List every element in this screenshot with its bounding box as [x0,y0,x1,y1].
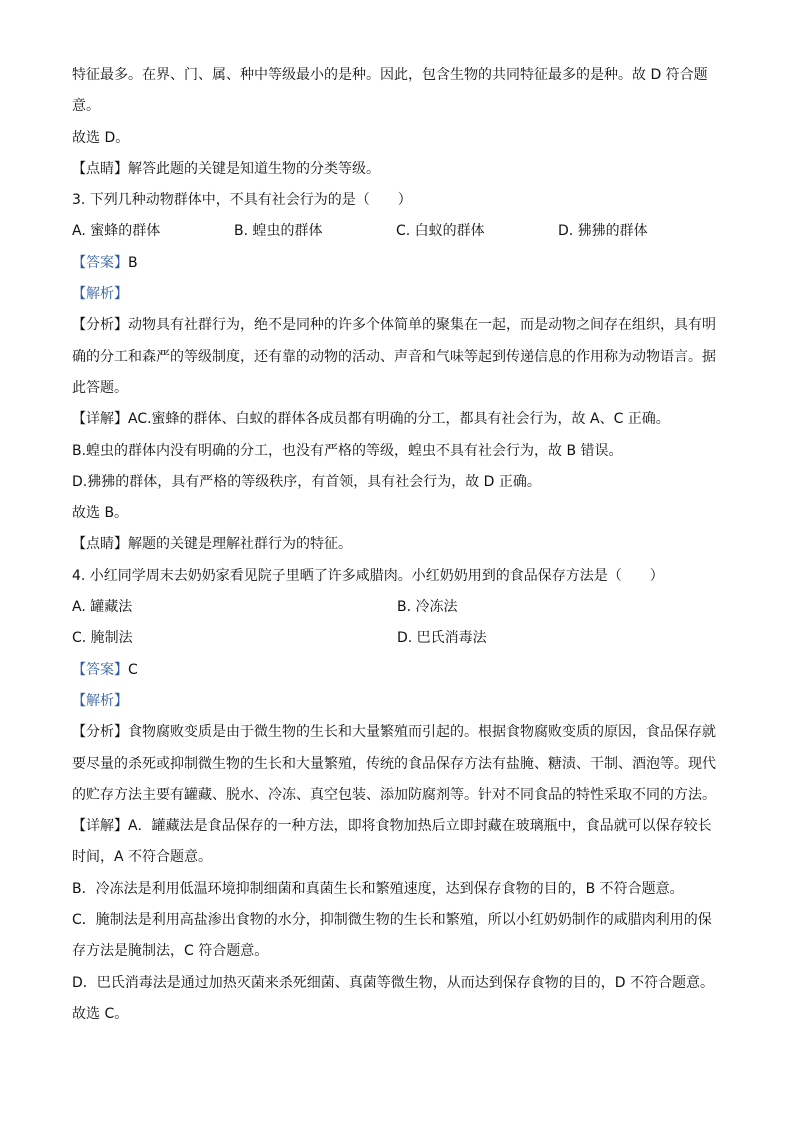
point-tag: 【点睛】 [72,536,128,553]
point-line [72,154,722,185]
xiangjie-text: A．罐藏法是食品保存的一种方法，即将食物加热后立即封藏在玻璃瓶中，食品就可以保存较长 [128,818,712,835]
answer-value: B [128,254,138,271]
point-text: 解题的关键是理解社群行为的特征。 [128,536,352,553]
option-b: B. 蝗虫的群体 [234,223,323,240]
option-b: B. 冷冻法 [397,599,458,616]
point-text: 解答此题的关键是知道生物的分类等级。 [128,160,380,177]
question-4-stem: 4. 小红同学周末去奶奶家看见院子里晒了许多咸腊肉。小红奶奶用到的食品保存方法是（ ） [72,567,664,584]
xiangjie-tag: 【详解】 [72,818,128,835]
analysis-heading [72,686,722,717]
xiangjie-line [72,404,722,435]
question-3-stem: 3. 下列几种动物群体中，不具有社会行为的是（ ） [72,192,412,209]
option-d: D. 狒狒的群体 [558,223,648,240]
fenxi-line [72,717,722,748]
xiangjie-line: B．冷冻法是利用低温环境抑制细菌和真菌生长和繁殖速度，达到保存食物的目的，B 不符合题意。 [72,880,684,897]
fenxi-line [72,310,722,341]
analysis-tag: 【解析】 [72,692,128,709]
conclusion-line: 故选 B。 [72,505,129,522]
xiangjie-line: D.狒狒的群体，具有严格的等级秩序，有首领，具有社会行为，故 D 正确。 [72,473,541,490]
analysis-tag: 【解析】 [72,286,128,303]
answer-tag: 【答案】 [72,661,128,678]
xiangjie-tag: 【详解】 [72,411,128,428]
point-line [72,529,722,560]
fenxi-line: 此答题。 [72,379,128,396]
question-3-options [72,216,722,247]
xiangjie-line: C．腌制法是利用高盐渗出食物的水分，抑制微生物的生长和繁殖，所以小红奶奶制作的咸腊肉利用的保 [72,912,712,929]
fenxi-text: 食物腐败变质是由于微生物的生长和大量繁殖而引起的。根据食物腐败变质的原因，食品保存就 [128,724,716,741]
xiangjie-text: AC.蜜蜂的群体、白蚁的群体各成员都有明确的分工，都具有社会行为，故 A、C 正确。 [128,411,670,428]
question-4-options-row-2 [72,623,722,654]
answer-value: C [128,661,138,678]
paragraph-line: 意。 [72,98,100,115]
point-tag: 【点睛】 [72,160,128,177]
option-a: A. 蜜蜂的群体 [72,223,161,240]
paragraph-line: 特征最多。在界、门、属、种中等级最小的是种。因此，包含生物的共同特征最多的是种。故 D 符合题 [72,67,708,83]
xiangjie-line [72,811,722,842]
analysis-heading [72,279,722,310]
fenxi-text: 动物具有社群行为，绝不是同种的许多个体简单的聚集在一起，而是动物之间存在组织，具有明 [128,317,716,334]
answer-line [72,248,722,279]
question-4-options-row-1 [72,592,722,623]
answer-line [72,655,722,686]
document-page [72,60,722,1030]
answer-tag: 【答案】 [72,254,128,271]
option-c: C. 腌制法 [72,630,133,647]
option-a: A. 罐藏法 [72,599,133,616]
xiangjie-line: B.蝗虫的群体内没有明确的分工，也没有严格的等级，蝗虫不具有社会行为，故 B 错误。 [72,442,623,459]
conclusion-line: 故选 C。 [72,1005,129,1022]
fenxi-line: 的贮存方法主要有罐藏、脱水、冷冻、真空包装、添加防腐剂等。针对不同食品的特性采取不同的方法。 [72,786,716,803]
xiangjie-line: 存方法是腌制法，C 符合题意。 [72,943,269,960]
fenxi-line: 要尽量的杀死或抑制微生物的生长和大量繁殖，传统的食品保存方法有盐腌、糖渍、干制、酒泡等。现代 [72,755,716,772]
fenxi-tag: 【分析】 [72,317,128,334]
option-c: C. 白蚁的群体 [396,223,485,240]
fenxi-tag: 【分析】 [72,724,128,741]
conclusion-line: 故选 D。 [72,129,130,146]
option-d: D. 巴氏消毒法 [397,630,487,647]
xiangjie-line: 时间，A 不符合题意。 [72,849,213,866]
xiangjie-line: D．巴氏消毒法是通过加热灭菌来杀死细菌、真菌等微生物，从而达到保存食物的目的，D 不符合题意。 [72,974,715,991]
fenxi-line: 确的分工和森严的等级制度，还有靠的动物的活动、声音和气味等起到传递信息的作用称为动物语言。据 [72,348,716,365]
